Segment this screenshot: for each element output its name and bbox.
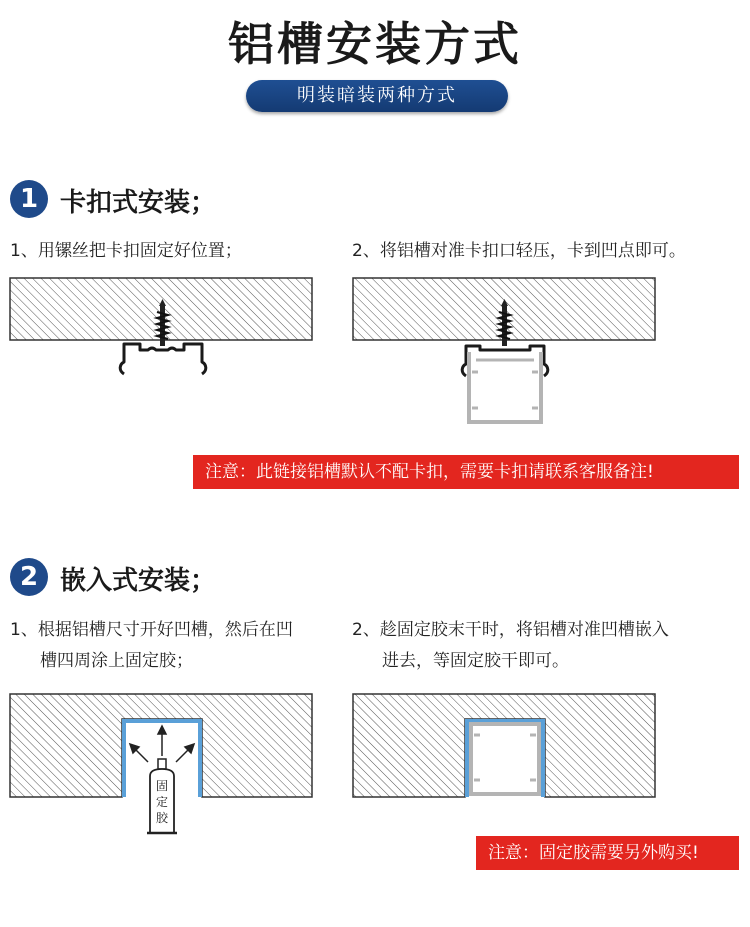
subtitle-badge: 明装暗装两种方式 — [246, 80, 508, 112]
wall-with-groove — [353, 694, 655, 797]
glue-label-char: 胶 — [155, 811, 168, 825]
section-1-step-1-line-1: 1、根据铝槽尺寸开好凹槽，然后在凹 — [10, 620, 293, 640]
section-2-note-banner: 注意：固定胶需要另外购买! — [476, 836, 739, 870]
section-1-step-1: 1、用镙丝把卡扣固定好位置； — [10, 241, 242, 261]
section-2-step-1-line-2: 槽四周涂上固定胶； — [40, 651, 193, 671]
section-2-step-2-line-2: 进去，等固定胶干即可。 — [382, 651, 569, 671]
section-1-title: 卡扣式安装； — [60, 188, 217, 218]
profile-snap-diagram — [353, 278, 655, 422]
page-title: 铝槽安装方式 — [228, 17, 522, 71]
arrow-icons — [130, 726, 194, 762]
section-1-step-2: 2、将铝槽对准卡扣口轻压，卡到凹点即可。 — [352, 241, 686, 261]
aluminum-profile-icon — [469, 352, 541, 422]
aluminum-profile-icon — [471, 724, 539, 794]
glue-tube-label — [150, 778, 174, 826]
glue-label-char: 定 — [155, 795, 168, 809]
section-2-number-badge: 2 — [10, 558, 48, 596]
glue-layer — [467, 721, 543, 797]
section-1-number-badge: 1 — [10, 180, 48, 218]
clip-bracket-icon — [120, 344, 206, 374]
section-1-note-banner: 注意：此链接铝槽默认不配卡扣，需要卡扣请联系客服备注! — [193, 455, 739, 489]
section-2-title: 嵌入式安装； — [60, 566, 217, 596]
embedded-profile-diagram — [353, 694, 655, 797]
section-2-step-2-line-1: 2、趁固定胶末干时，将铝槽对准凹槽嵌入 — [352, 620, 669, 640]
clip-mount-diagram — [10, 278, 312, 374]
glue-label-char: 固 — [155, 779, 168, 793]
